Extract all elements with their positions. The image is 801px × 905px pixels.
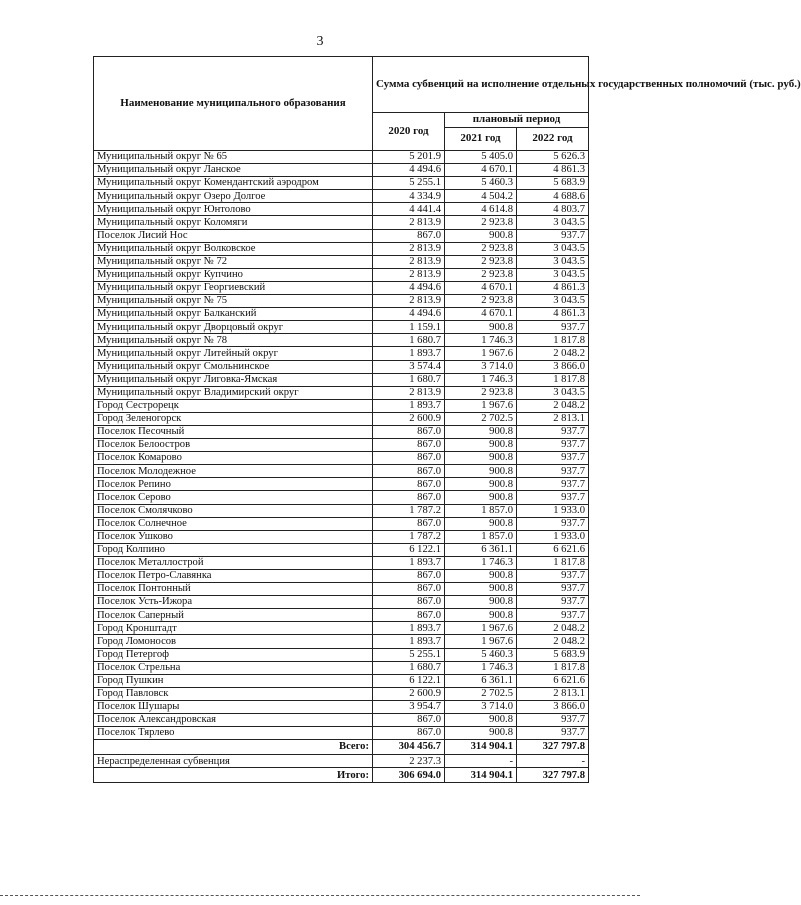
- municipality-name: Муниципальный округ Комендантский аэродром: [94, 177, 373, 190]
- value-2021: 4 504.2: [445, 190, 517, 203]
- value-2020: 6 122.1: [373, 674, 445, 687]
- table-row: [94, 714, 589, 727]
- municipality-name: Муниципальный округ Юнтолово: [94, 203, 373, 216]
- value-2021: 1 967.6: [445, 399, 517, 412]
- value-2020: 4 494.6: [373, 308, 445, 321]
- value-2020: 1 893.7: [373, 556, 445, 569]
- municipality-name: Муниципальный округ Балканский: [94, 308, 373, 321]
- municipality-name: Поселок Репино: [94, 478, 373, 491]
- value-2022: 3 866.0: [517, 360, 589, 373]
- value-2022: 937.7: [517, 517, 589, 530]
- value-2021: 900.8: [445, 452, 517, 465]
- value-2020: 5 255.1: [373, 177, 445, 190]
- municipality-name: Муниципальный округ № 65: [94, 151, 373, 164]
- value-2020: 1 893.7: [373, 399, 445, 412]
- grand-total-2021: 314 904.1: [445, 768, 517, 783]
- municipality-name: Город Зеленогорск: [94, 412, 373, 425]
- value-2020: 5 255.1: [373, 648, 445, 661]
- table-row: [94, 177, 589, 190]
- municipality-name: Город Пушкин: [94, 674, 373, 687]
- unallocated-name: Нераспределенная субвенция: [94, 755, 373, 768]
- value-2022: 1 817.8: [517, 373, 589, 386]
- value-2020: 1 893.7: [373, 347, 445, 360]
- value-2022: 937.7: [517, 465, 589, 478]
- value-2022: 4 688.6: [517, 190, 589, 203]
- value-2020: 867.0: [373, 596, 445, 609]
- value-2021: 1 746.3: [445, 334, 517, 347]
- table-row: [94, 347, 589, 360]
- total-2022: 327 797.8: [517, 740, 589, 755]
- value-2021: 900.8: [445, 714, 517, 727]
- table-row: [94, 661, 589, 674]
- total-row: [94, 740, 589, 755]
- municipality-name: Поселок Смолячково: [94, 504, 373, 517]
- table-header: [94, 57, 801, 151]
- table-row: [94, 190, 589, 203]
- grand-total-2020: 306 694.0: [373, 768, 445, 783]
- table-row: [94, 412, 589, 425]
- value-2020: 867.0: [373, 570, 445, 583]
- table-row: [94, 295, 589, 308]
- municipality-name: Поселок Понтонный: [94, 583, 373, 596]
- value-2022: 937.7: [517, 229, 589, 242]
- table-row: [94, 164, 589, 177]
- value-2022: 2 813.1: [517, 687, 589, 700]
- value-2020: 2 813.9: [373, 255, 445, 268]
- value-2020: 2 813.9: [373, 295, 445, 308]
- unallocated-row: [94, 755, 589, 768]
- value-2022: 3 866.0: [517, 700, 589, 713]
- table-row: [94, 700, 589, 713]
- value-2020: 2 600.9: [373, 412, 445, 425]
- table-row: [94, 242, 589, 255]
- municipality-name: Муниципальный округ № 72: [94, 255, 373, 268]
- value-2020: 867.0: [373, 229, 445, 242]
- value-2022: 2 048.2: [517, 399, 589, 412]
- value-2020: 867.0: [373, 714, 445, 727]
- value-2022: 2 048.2: [517, 622, 589, 635]
- unallocated-2021: -: [445, 755, 517, 768]
- value-2022: 4 803.7: [517, 203, 589, 216]
- value-2021: 1 967.6: [445, 622, 517, 635]
- value-2020: 867.0: [373, 517, 445, 530]
- value-2020: 4 494.6: [373, 164, 445, 177]
- value-2021: 900.8: [445, 583, 517, 596]
- value-2021: 1 746.3: [445, 661, 517, 674]
- value-2022: 3 043.5: [517, 216, 589, 229]
- table-row: [94, 425, 589, 438]
- header-name-column: Наименование муниципального образования: [94, 57, 373, 151]
- municipality-name: Поселок Белоостров: [94, 439, 373, 452]
- table-row: [94, 530, 589, 543]
- table-row: [94, 622, 589, 635]
- grand-total-label: Итого:: [94, 768, 373, 783]
- table-row: [94, 674, 589, 687]
- value-2022: 2 813.1: [517, 412, 589, 425]
- value-2022: 3 043.5: [517, 386, 589, 399]
- value-2022: 4 861.3: [517, 281, 589, 294]
- value-2021: 1 746.3: [445, 556, 517, 569]
- table-row: [94, 151, 589, 164]
- municipality-name: Муниципальный округ Озеро Долгое: [94, 190, 373, 203]
- municipality-name: Поселок Стрельна: [94, 661, 373, 674]
- municipality-name: Поселок Лисий Нос: [94, 229, 373, 242]
- value-2021: 2 702.5: [445, 687, 517, 700]
- header-year-2021: 2021 год: [445, 128, 517, 151]
- municipality-name: Поселок Александровская: [94, 714, 373, 727]
- value-2020: 867.0: [373, 491, 445, 504]
- table-row: [94, 583, 589, 596]
- value-2021: 4 614.8: [445, 203, 517, 216]
- value-2021: 2 923.8: [445, 216, 517, 229]
- municipality-name: Поселок Комарово: [94, 452, 373, 465]
- value-2020: 2 813.9: [373, 216, 445, 229]
- value-2020: 1 893.7: [373, 635, 445, 648]
- value-2022: 5 683.9: [517, 177, 589, 190]
- subventions-table: [93, 56, 801, 783]
- municipality-name: Муниципальный округ Ланское: [94, 164, 373, 177]
- value-2021: 2 923.8: [445, 242, 517, 255]
- value-2022: 937.7: [517, 478, 589, 491]
- value-2020: 2 600.9: [373, 687, 445, 700]
- value-2020: 867.0: [373, 465, 445, 478]
- table-row: [94, 386, 589, 399]
- municipality-name: Поселок Саперный: [94, 609, 373, 622]
- value-2022: 5 626.3: [517, 151, 589, 164]
- grand-total-2022: 327 797.8: [517, 768, 589, 783]
- value-2022: 937.7: [517, 321, 589, 334]
- table-row: [94, 452, 589, 465]
- value-2020: 2 813.9: [373, 268, 445, 281]
- value-2020: 867.0: [373, 583, 445, 596]
- table-row: [94, 281, 589, 294]
- municipality-name: Поселок Ушково: [94, 530, 373, 543]
- value-2021: 2 923.8: [445, 295, 517, 308]
- value-2020: 3 954.7: [373, 700, 445, 713]
- municipality-name: Город Павловск: [94, 687, 373, 700]
- value-2020: 1 787.2: [373, 530, 445, 543]
- value-2022: 937.7: [517, 583, 589, 596]
- value-2021: 2 923.8: [445, 255, 517, 268]
- value-2022: 4 861.3: [517, 164, 589, 177]
- value-2022: 3 043.5: [517, 268, 589, 281]
- table-row: [94, 609, 589, 622]
- municipality-name: Поселок Шушары: [94, 700, 373, 713]
- value-2020: 2 813.9: [373, 386, 445, 399]
- value-2022: 4 861.3: [517, 308, 589, 321]
- table-row: [94, 465, 589, 478]
- value-2021: 900.8: [445, 321, 517, 334]
- value-2021: 900.8: [445, 727, 517, 740]
- value-2021: 4 670.1: [445, 308, 517, 321]
- unallocated-2020: 2 237.3: [373, 755, 445, 768]
- municipality-name: Муниципальный округ № 78: [94, 334, 373, 347]
- value-2020: 867.0: [373, 452, 445, 465]
- municipality-name: Поселок Солнечное: [94, 517, 373, 530]
- value-2021: 900.8: [445, 465, 517, 478]
- value-2021: 2 923.8: [445, 268, 517, 281]
- value-2020: 867.0: [373, 425, 445, 438]
- value-2021: 1 857.0: [445, 504, 517, 517]
- value-2021: 5 405.0: [445, 151, 517, 164]
- table-row: [94, 268, 589, 281]
- table-row: [94, 399, 589, 412]
- table-body: [94, 151, 589, 740]
- value-2022: 937.7: [517, 727, 589, 740]
- value-2020: 1 893.7: [373, 622, 445, 635]
- value-2021: 900.8: [445, 517, 517, 530]
- header-year-2022: 2022 год: [517, 128, 589, 151]
- municipality-name: Муниципальный округ Литейный округ: [94, 347, 373, 360]
- total-2021: 314 904.1: [445, 740, 517, 755]
- municipality-name: Город Сестрорецк: [94, 399, 373, 412]
- table-row: [94, 334, 589, 347]
- value-2020: 6 122.1: [373, 543, 445, 556]
- table-row: [94, 229, 589, 242]
- table-row: [94, 596, 589, 609]
- table-row: [94, 504, 589, 517]
- municipality-name: Муниципальный округ Владимирский округ: [94, 386, 373, 399]
- table-row: [94, 635, 589, 648]
- value-2021: 6 361.1: [445, 543, 517, 556]
- header-year-2020: 2020 год: [373, 113, 445, 151]
- value-2021: 1 746.3: [445, 373, 517, 386]
- header-sum-title: Сумма субвенций на исполнение отдельных государственных полномочий (тыс. руб.): [373, 57, 589, 113]
- municipality-name: Муниципальный округ Лиговка-Ямская: [94, 373, 373, 386]
- value-2021: 1 967.6: [445, 347, 517, 360]
- value-2022: 937.7: [517, 570, 589, 583]
- table-row: [94, 478, 589, 491]
- table-row: [94, 687, 589, 700]
- value-2022: 937.7: [517, 452, 589, 465]
- table-row: [94, 255, 589, 268]
- municipality-name: Муниципальный округ Георгиевский: [94, 281, 373, 294]
- value-2022: 5 683.9: [517, 648, 589, 661]
- value-2020: 867.0: [373, 478, 445, 491]
- value-2022: 1 933.0: [517, 504, 589, 517]
- value-2022: 1 817.8: [517, 556, 589, 569]
- value-2021: 5 460.3: [445, 648, 517, 661]
- value-2021: 4 670.1: [445, 164, 517, 177]
- value-2021: 1 857.0: [445, 530, 517, 543]
- table-row: [94, 360, 589, 373]
- municipality-name: Поселок Усть-Ижора: [94, 596, 373, 609]
- table-row: [94, 439, 589, 452]
- value-2021: 900.8: [445, 229, 517, 242]
- value-2020: 2 813.9: [373, 242, 445, 255]
- value-2021: 6 361.1: [445, 674, 517, 687]
- table-row: [94, 543, 589, 556]
- value-2021: 2 702.5: [445, 412, 517, 425]
- value-2022: 937.7: [517, 425, 589, 438]
- value-2022: 1 933.0: [517, 530, 589, 543]
- table-row: [94, 570, 589, 583]
- value-2022: 3 043.5: [517, 255, 589, 268]
- table-row: [94, 491, 589, 504]
- value-2020: 1 159.1: [373, 321, 445, 334]
- value-2021: 900.8: [445, 425, 517, 438]
- municipality-name: Город Ломоносов: [94, 635, 373, 648]
- total-2020: 304 456.7: [373, 740, 445, 755]
- value-2021: 1 967.6: [445, 635, 517, 648]
- table-row: [94, 321, 589, 334]
- total-label: Всего:: [94, 740, 373, 755]
- value-2020: 5 201.9: [373, 151, 445, 164]
- value-2021: 900.8: [445, 491, 517, 504]
- value-2021: 900.8: [445, 478, 517, 491]
- table-row: [94, 216, 589, 229]
- value-2020: 867.0: [373, 609, 445, 622]
- municipality-name: Муниципальный округ № 75: [94, 295, 373, 308]
- value-2022: 937.7: [517, 439, 589, 452]
- municipality-name: Поселок Тярлево: [94, 727, 373, 740]
- value-2020: 1 680.7: [373, 334, 445, 347]
- scan-edge-line: [0, 895, 640, 899]
- value-2022: 2 048.2: [517, 347, 589, 360]
- value-2021: 900.8: [445, 439, 517, 452]
- value-2022: 937.7: [517, 714, 589, 727]
- municipality-name: Поселок Песочный: [94, 425, 373, 438]
- header-plan-period: плановый период: [445, 113, 589, 128]
- page-number: 3: [316, 34, 324, 49]
- value-2021: 3 714.0: [445, 360, 517, 373]
- table-row: [94, 308, 589, 321]
- value-2021: 900.8: [445, 596, 517, 609]
- value-2022: 6 621.6: [517, 543, 589, 556]
- value-2021: 3 714.0: [445, 700, 517, 713]
- value-2022: 2 048.2: [517, 635, 589, 648]
- value-2022: 3 043.5: [517, 242, 589, 255]
- municipality-name: Город Колпино: [94, 543, 373, 556]
- value-2022: 937.7: [517, 609, 589, 622]
- table-row: [94, 373, 589, 386]
- value-2020: 1 787.2: [373, 504, 445, 517]
- value-2021: 900.8: [445, 570, 517, 583]
- value-2020: 3 574.4: [373, 360, 445, 373]
- value-2022: 3 043.5: [517, 295, 589, 308]
- value-2020: 1 680.7: [373, 661, 445, 674]
- table-row: [94, 556, 589, 569]
- value-2020: 4 494.6: [373, 281, 445, 294]
- table-row: [94, 727, 589, 740]
- value-2022: 6 621.6: [517, 674, 589, 687]
- value-2020: 4 441.4: [373, 203, 445, 216]
- municipality-name: Муниципальный округ Купчино: [94, 268, 373, 281]
- municipality-name: Муниципальный округ Смольнинское: [94, 360, 373, 373]
- municipality-name: Муниципальный округ Волковское: [94, 242, 373, 255]
- value-2022: 1 817.8: [517, 334, 589, 347]
- value-2022: 1 817.8: [517, 661, 589, 674]
- table-row: [94, 648, 589, 661]
- grand-total-row: [94, 768, 589, 783]
- value-2020: 867.0: [373, 439, 445, 452]
- value-2020: 867.0: [373, 727, 445, 740]
- value-2021: 5 460.3: [445, 177, 517, 190]
- municipality-name: Муниципальный округ Дворцовый округ: [94, 321, 373, 334]
- unallocated-2022: -: [517, 755, 589, 768]
- value-2020: 4 334.9: [373, 190, 445, 203]
- municipality-name: Город Петергоф: [94, 648, 373, 661]
- municipality-name: Поселок Серово: [94, 491, 373, 504]
- value-2021: 2 923.8: [445, 386, 517, 399]
- municipality-name: Город Кронштадт: [94, 622, 373, 635]
- value-2022: 937.7: [517, 596, 589, 609]
- table-row: [94, 517, 589, 530]
- value-2021: 4 670.1: [445, 281, 517, 294]
- municipality-name: Муниципальный округ Коломяги: [94, 216, 373, 229]
- municipality-name: Поселок Петро-Славянка: [94, 570, 373, 583]
- value-2022: 937.7: [517, 491, 589, 504]
- municipality-name: Поселок Молодежное: [94, 465, 373, 478]
- value-2021: 900.8: [445, 609, 517, 622]
- value-2020: 1 680.7: [373, 373, 445, 386]
- table-footer: [94, 740, 589, 783]
- municipality-name: Поселок Металлострой: [94, 556, 373, 569]
- table-row: [94, 203, 589, 216]
